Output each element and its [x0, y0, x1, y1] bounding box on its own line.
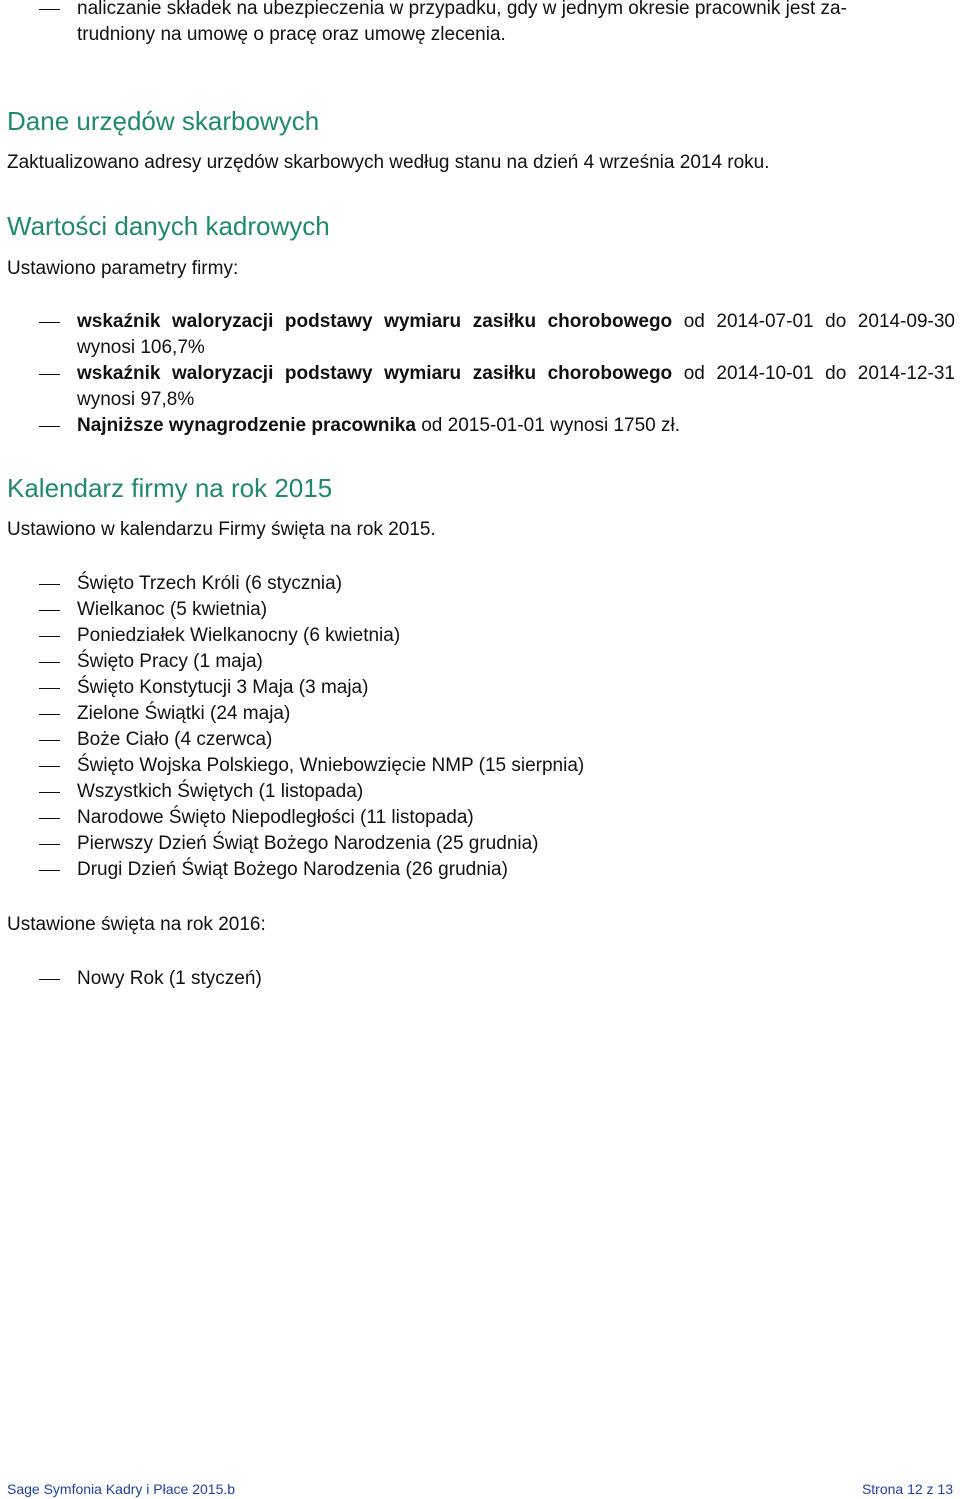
- dash-bullet-icon: [39, 818, 60, 819]
- holiday-text: Boże Ciało (4 czerwca): [77, 729, 273, 750]
- holiday-item: [0, 571, 900, 597]
- section-text-dane-urzedow: Zaktualizowano adresy urzędów skarbowych według stanu na dzień 4 września 2014 roku.: [7, 152, 770, 173]
- holiday-text: Święto Trzech Króli (6 stycznia): [77, 573, 343, 594]
- holiday-item: [0, 805, 900, 831]
- holiday-text: Święto Wojska Polskiego, Wniebowzięcie NMP (15 sierpnia): [77, 755, 585, 776]
- holiday-list-2015: [0, 571, 900, 883]
- section-intro-parametry: Ustawiono parametry firmy:: [7, 258, 239, 279]
- holiday-item: [0, 857, 900, 883]
- dash-bullet-icon: [39, 9, 60, 10]
- holiday-item: [0, 831, 900, 857]
- holiday-item: [0, 623, 900, 649]
- dash-bullet-icon: [39, 714, 60, 715]
- parameter-list: [0, 309, 955, 439]
- continued-bullet-list: [0, 0, 930, 48]
- param-value: od 2015-01-01 wynosi 1750 zł.: [415, 415, 680, 436]
- dash-bullet-icon: [39, 688, 60, 689]
- holiday-text: Drugi Dzień Świąt Bożego Narodzenia (26 grudnia): [77, 859, 508, 880]
- holiday-text: Wielkanoc (5 kwietnia): [77, 599, 268, 620]
- dash-bullet-icon: [39, 979, 60, 980]
- param-name: Najniższe wynagrodzenie pracownika: [77, 415, 416, 436]
- holiday-text: Pierwszy Dzień Świąt Bożego Narodzenia (25 grudnia): [77, 833, 539, 854]
- dash-bullet-icon: [39, 740, 60, 741]
- holiday-item: [0, 675, 900, 701]
- holiday-text: Święto Konstytucji 3 Maja (3 maja): [77, 677, 369, 698]
- list-item: [0, 309, 955, 361]
- footer-product-name: Sage Symfonia Kadry i Płace 2015.b: [7, 1481, 236, 1497]
- holiday-text: Zielone Świątki (24 maja): [77, 703, 291, 724]
- dash-bullet-icon: [39, 610, 60, 611]
- holiday-text: Święto Pracy (1 maja): [77, 651, 263, 672]
- holiday-item: [0, 649, 900, 675]
- holiday-text: Nowy Rok (1 styczeń): [77, 968, 262, 989]
- holiday-item: [0, 966, 900, 992]
- holiday-item: [0, 727, 900, 753]
- holiday-text: Wszystkich Świętych (1 listopada): [77, 781, 364, 802]
- list-item-text: naliczanie składek na ubezpieczenia w przypadku, gdy w jednym okresie pracownik jest za- trudniony na umowę o pracę oraz umowę zlecenia.: [77, 0, 847, 45]
- holiday-text: Narodowe Święto Niepodległości (11 listopada): [77, 807, 474, 828]
- param-name: wskaźnik waloryzacji podstawy wymiaru zasiłku chorobowego: [77, 311, 673, 332]
- footer-page-number: Strona 12 z 13: [861, 1481, 953, 1497]
- list-item: [0, 0, 930, 48]
- param-name: wskaźnik waloryzacji podstawy wymiaru zasiłku chorobowego: [77, 363, 673, 384]
- holiday-item: [0, 701, 900, 727]
- holiday-text: Poniedziałek Wielkanocny (6 kwietnia): [77, 625, 401, 646]
- page-footer: [7, 1480, 953, 1499]
- param-value: od 2014-07-01 do 2014-09-30 wynosi 106,7%: [77, 311, 955, 358]
- section-intro-kalendarz: Ustawiono w kalendarzu Firmy święta na rok 2015.: [7, 519, 436, 540]
- param-value: od 2014-10-01 do 2014-12-31 wynosi 97,8%: [77, 363, 955, 410]
- list-item: [0, 361, 955, 413]
- dash-bullet-icon: [39, 584, 60, 585]
- dash-bullet-icon: [39, 636, 60, 637]
- dash-bullet-icon: [39, 844, 60, 845]
- list-item: [0, 413, 955, 439]
- holiday-item: [0, 779, 900, 805]
- section-intro-2016: Ustawione święta na rok 2016:: [7, 914, 266, 935]
- holiday-list-2016: [0, 966, 900, 992]
- section-heading-wartosci-kadrowych: Wartości danych kadrowych: [7, 211, 330, 241]
- section-heading-kalendarz: Kalendarz firmy na rok 2015: [7, 473, 333, 503]
- holiday-item: [0, 597, 900, 623]
- dash-bullet-icon: [39, 792, 60, 793]
- dash-bullet-icon: [39, 426, 60, 427]
- dash-bullet-icon: [39, 662, 60, 663]
- holiday-item: [0, 753, 900, 779]
- dash-bullet-icon: [39, 322, 60, 323]
- dash-bullet-icon: [39, 870, 60, 871]
- dash-bullet-icon: [39, 374, 60, 375]
- section-heading-dane-urzedow: Dane urzędów skarbowych: [7, 106, 320, 136]
- dash-bullet-icon: [39, 766, 60, 767]
